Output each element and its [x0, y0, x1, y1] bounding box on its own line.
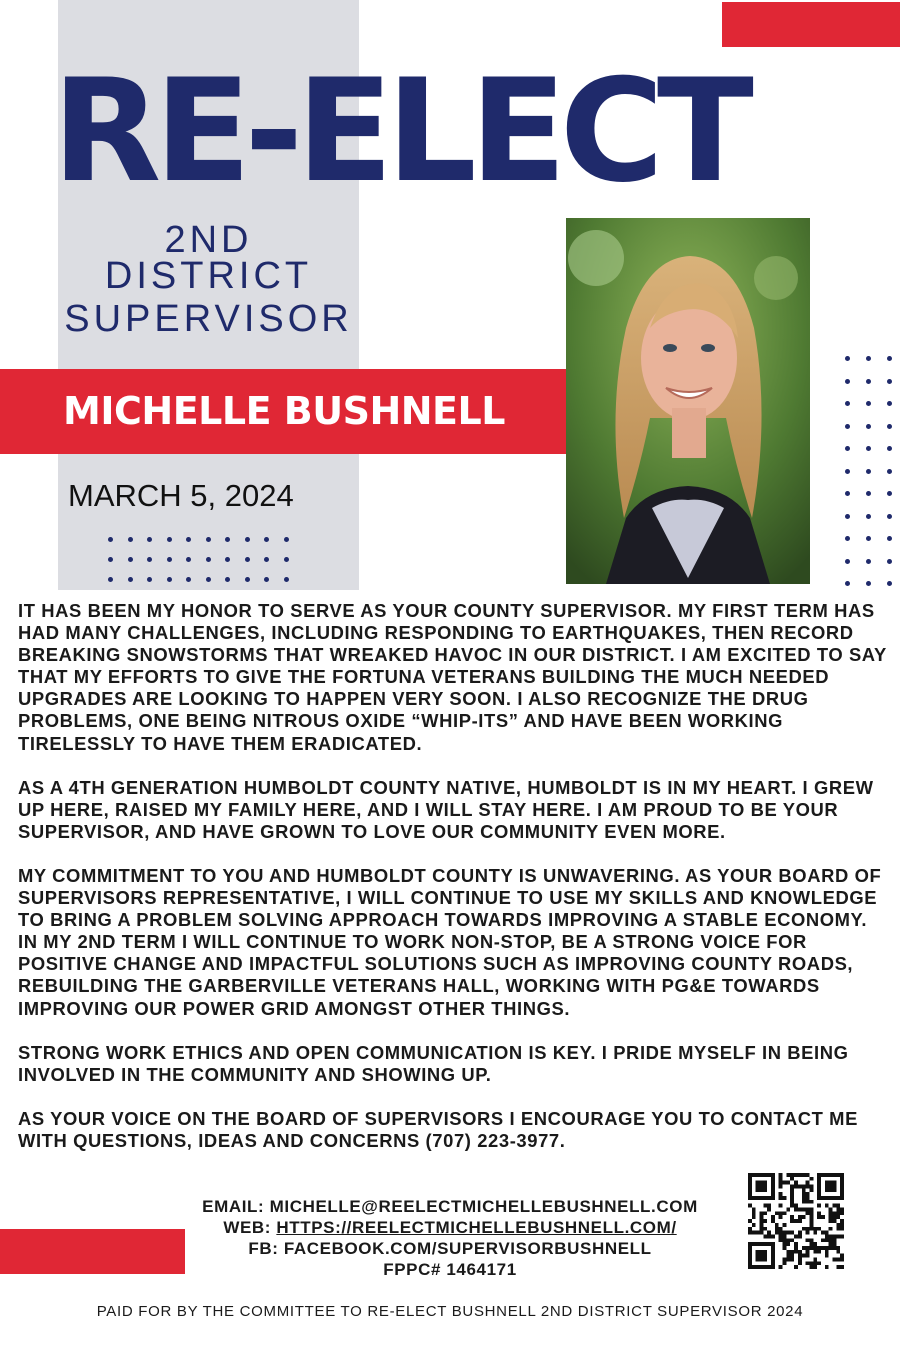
dot: [108, 557, 113, 562]
dot: [887, 469, 892, 474]
dot: [866, 491, 871, 496]
dot: [225, 537, 230, 542]
red-accent-bar-top: [722, 2, 900, 47]
dot: [845, 514, 850, 519]
dot: [845, 356, 850, 361]
email-line[interactable]: EMAIL: MICHELLE@REELECTMICHELLEBUSHNELL.COM: [202, 1197, 698, 1216]
dot: [887, 491, 892, 496]
dot: [128, 537, 133, 542]
dot-pattern-right: [845, 356, 892, 586]
dot: [186, 577, 191, 582]
candidate-name: MICHELLE BUSHNELL: [63, 389, 505, 433]
dot: [186, 557, 191, 562]
dot: [186, 537, 191, 542]
dot: [866, 514, 871, 519]
dot: [887, 559, 892, 564]
subtitle-line-2: DISTRICT: [104, 255, 313, 297]
dot: [887, 401, 892, 406]
dot: [206, 577, 211, 582]
dot: [147, 537, 152, 542]
dot: [108, 537, 113, 542]
dot: [887, 581, 892, 586]
dot: [845, 581, 850, 586]
paragraph-1: IT HAS BEEN MY HONOR TO SERVE AS YOUR COUNTY SUPERVISOR. MY FIRST TERM HAS HAD MANY CHALLENGES, INCLUDING RESPONDING TO EARTHQUAKES, THEN RECORD BREAKING SNOWSTORMS THAT WREAKED HAVOC IN OUR DISTRICT. I AM EXCITED TO SAY THAT MY EFFORTS TO GIVE THE FORTUNA VETERANS BUILDING THE MUCH NEEDED UPGRADES ARE LOOKING TO HAPPEN VERY SOON. I ALSO RECOGNIZE THE DRUG PROBLEMS, ONE BEING NITROUS OXIDE “WHIP-ITS” AND HAVE BEEN WORKING TIRELESSLY TO HAVE THEM ERADICATED.: [18, 600, 887, 754]
dot: [108, 577, 113, 582]
dot: [147, 577, 152, 582]
dot: [128, 557, 133, 562]
website-link[interactable]: HTTPS://REELECTMICHELLEBUSHNELL.COM/: [276, 1218, 677, 1237]
dot: [866, 379, 871, 384]
paragraph-4: STRONG WORK ETHICS AND OPEN COMMUNICATION IS KEY. I PRIDE MYSELF IN BEING INVOLVED IN THE COMMUNITY AND SHOWING UP.: [18, 1041, 849, 1085]
fppc-number: FPPC# 1464171: [383, 1260, 517, 1279]
dot-pattern-left: [108, 537, 289, 582]
dot: [264, 537, 269, 542]
dot: [866, 356, 871, 361]
dot: [845, 559, 850, 564]
web-label: WEB:: [223, 1218, 277, 1237]
dot: [206, 557, 211, 562]
dot: [887, 356, 892, 361]
web-line: [170, 1217, 730, 1238]
dot: [167, 577, 172, 582]
contact-info: [170, 1196, 730, 1280]
dot: [866, 536, 871, 541]
dot: [284, 577, 289, 582]
dot: [245, 557, 250, 562]
dot: [845, 491, 850, 496]
facebook-line[interactable]: FB: FACEBOOK.COM/SUPERVISORBUSHNELL: [248, 1239, 652, 1258]
dot: [866, 424, 871, 429]
dot: [264, 577, 269, 582]
dot: [866, 559, 871, 564]
paragraph-3: MY COMMITMENT TO YOU AND HUMBOLDT COUNTY IS UNWAVERING. AS YOUR BOARD OF SUPERVISORS REPRESENTATIVE, I WILL CONTINUE TO USE MY SKILLS AND KNOWLEDGE TO BRING A PROBLEM SOLVING APPROACH TOWARDS IMPROVING A STABLE ECONOMY. IN MY 2ND TERM I WILL CONTINUE TO WORK NON-STOP, BE A STRONG VOICE FOR POSITIVE CHANGE AND IMPACTFUL SOLUTIONS SUCH AS IMPROVING COUNTY ROADS, REBUILDING THE GARBERVILLE VETERANS HALL, WORKING WITH PG&E TOWARDS IMPROVING OUR POWER GRID AMONGST OTHER THINGS.: [18, 864, 882, 1019]
dot: [225, 557, 230, 562]
dot: [167, 557, 172, 562]
dot: [845, 536, 850, 541]
dot: [845, 469, 850, 474]
dot: [887, 514, 892, 519]
dot: [206, 537, 211, 542]
dot: [284, 557, 289, 562]
page-title: RE-ELECT: [52, 49, 747, 214]
dot: [845, 424, 850, 429]
paragraph-2: AS A 4TH GENERATION HUMBOLDT COUNTY NATIVE, HUMBOLDT IS IN MY HEART. I GREW UP HERE, RAISED MY FAMILY HERE, AND I WILL STAY HERE. I AM PROUD TO BE YOUR SUPERVISOR, AND HAVE GROWN TO LOVE OUR COMMUNITY EVEN MORE.: [18, 776, 874, 842]
subtitle-line-3: SUPERVISOR: [64, 298, 353, 340]
body-text: [18, 600, 892, 1174]
dot: [887, 536, 892, 541]
dot: [245, 537, 250, 542]
dot: [845, 401, 850, 406]
dot: [887, 424, 892, 429]
dot: [284, 537, 289, 542]
dot: [887, 446, 892, 451]
subtitle-line-1: 2ND: [164, 219, 253, 261]
candidate-photo: [566, 218, 810, 584]
dot: [866, 469, 871, 474]
dot: [128, 577, 133, 582]
dot: [225, 577, 230, 582]
dot: [845, 379, 850, 384]
dot: [264, 557, 269, 562]
paragraph-5: AS YOUR VOICE ON THE BOARD OF SUPERVISORS I ENCOURAGE YOU TO CONTACT ME WITH QUESTIONS, IDEAS AND CONCERNS (707) 223-3977.: [18, 1107, 858, 1151]
dot: [866, 446, 871, 451]
dot: [845, 446, 850, 451]
dot: [866, 401, 871, 406]
dot: [887, 379, 892, 384]
dot: [866, 581, 871, 586]
dot: [245, 577, 250, 582]
dot: [167, 537, 172, 542]
dot: [147, 557, 152, 562]
red-accent-bar-bottom: [0, 1229, 185, 1274]
qr-code-icon[interactable]: [748, 1173, 844, 1269]
paid-for-disclaimer: PAID FOR BY THE COMMITTEE TO RE-ELECT BUSHNELL 2ND DISTRICT SUPERVISOR 2024: [96, 1303, 804, 1320]
election-date: MARCH 5, 2024: [68, 478, 294, 513]
